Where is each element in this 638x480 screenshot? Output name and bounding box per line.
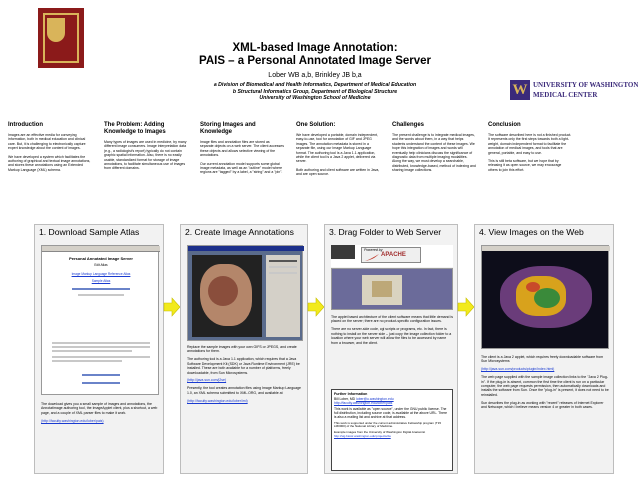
- web-viewer-screenshot: [481, 245, 609, 349]
- column-paragraph: Images are an effective media for conveying information, both in medical education and clinical care. But, it is challenging to electronically capture expert knowledge about the content of images.: [8, 133, 86, 151]
- screenshot-title: Personal Annotated Image Server: [69, 256, 133, 261]
- step-heading: 1. Download Sample Atlas: [39, 227, 140, 237]
- column-heading: Storing Images and Knowledge: [200, 122, 256, 135]
- server-badges: [331, 245, 453, 267]
- authors: Lober WB a,b, Brinkley JB b,a: [268, 72, 362, 79]
- info-heading: Further Information: [334, 392, 368, 396]
- column-conclusion: [488, 122, 572, 176]
- step-2-link-iml[interactable]: (http://faculty.washington.edu/lober/iml): [187, 398, 248, 403]
- sample-atlas-screenshot: [41, 245, 159, 395]
- step-3-text: [331, 315, 453, 348]
- column-challenges: [392, 122, 476, 177]
- column-paragraph: We have developed a portable, domain independent, easy-to-use, tool for annotation of GIF and JPEG images. The annotation metadata is stored in a separate file, using our Image Markup Language format. The authoring tool is a Java 1.1 application, while the client tool is a Java 2 applet, delivered via server.: [296, 133, 379, 164]
- affiliation-1: a Division of Biomedical and Health Informatics, Department of Medical Education: [213, 82, 417, 88]
- column-paragraph: The software described here is not a finished product. It represents only the first steps towards both a light-weight, domain independent format to facilitate the annotation of medical images, and tools that are general, portable, and easy to use.: [488, 133, 572, 155]
- step-2-panel: [180, 224, 308, 474]
- step-3-panel: [324, 224, 458, 474]
- apache-label: APACHE: [381, 252, 406, 258]
- column-paragraph: Image files and annotation files are stored as separate objects on a web server. The client accesses these objects and allows selective viewing of the annotations.: [200, 140, 284, 158]
- step-paragraph: Presently, the tool creates annotation files using Image Markup Language 1.0, an XML schema submitted to XML.ORG, and available at: [187, 386, 301, 395]
- screenshot-subtitle: Edit Atlas: [94, 263, 108, 267]
- step-paragraph: The web page supplied with the sample image collection links to the "Java 2 Plug-in". If the plug-in is absent, common the first time the client is run on a particular computer, the web page requests permission, then automatically downloads and installs the software from Sun. Once the "plug-in" is present, it does not need to be reinstalled.: [481, 375, 609, 397]
- uw-w-icon: W: [510, 80, 530, 100]
- screenshot-link-reference-atlas[interactable]: Image Markup Language Reference Atlas: [71, 272, 131, 276]
- title-line-2: PAIS – a Personal Annotated Image Server: [199, 55, 431, 67]
- info-project-link[interactable]: http://faculty.washington.edu/lober/pais: [334, 400, 393, 405]
- info-funding: This work is supported under the current administrative Fellowship program (T15 LM0000) of the National Library of Medicine.: [334, 420, 442, 429]
- step-1-link[interactable]: (http://faculty.washington.edu/lober/pais): [41, 418, 104, 423]
- poster-title: [150, 42, 480, 68]
- further-information-box: [331, 389, 453, 471]
- column-paragraph: We have developed a system which facilitates the authoring of graphical and textual image annotations, and stores these annotations using an Extended Markup Language (XML) schema.: [8, 154, 91, 172]
- info-images-link[interactable]: http://sig.biostr.washington.edu/projects/da: [334, 433, 391, 438]
- column-paragraph: Both authoring and client software are written in Java, and are open source.: [296, 167, 380, 177]
- column-introduction: [8, 122, 92, 176]
- step-paragraph: The applet based architecture of the client software means that little demand is placed on the server; there are no product-specific configuration issues.: [331, 315, 453, 324]
- column-heading: Challenges: [392, 122, 425, 128]
- column-heading: The Problem: Adding Knowledge to Images: [104, 122, 166, 135]
- arrow-right-icon: [458, 298, 474, 316]
- folder-screenshot: [331, 268, 453, 310]
- logo-line-1: UNIVERSITY OF WASHINGTON: [533, 81, 638, 89]
- info-author: Bill Lober, MD: [334, 396, 356, 401]
- title-line-1: XML-based Image Annotation:: [232, 42, 398, 54]
- column-solution: [296, 122, 380, 181]
- affiliation-2: b Structural Informatics Group, Department of Biological Structure: [232, 88, 398, 95]
- uw-seal-icon: [38, 8, 84, 68]
- step-paragraph: The authoring tool is a Java 1.1 application, which requires that a Java Software Development Kit (SDK) or Java Runtime Environment (JRE) be installed. These are both available for a number of platforms, freely downloadable, from Sun Microsystems.: [187, 357, 300, 375]
- logo-line-2: MEDICAL CENTER: [533, 91, 598, 99]
- column-heading: Introduction: [8, 122, 43, 128]
- column-paragraph: Many types of images are used in medicine, by many different image consumers. Image interpretation data (e.g., a radiologist's report) typically do not contain graphic spatial information. Also, there is no easily usable, standardized format for storage of image annotations, to facilitate simultaneous use of images from different domains.: [104, 140, 187, 171]
- step-2-text: [187, 345, 303, 407]
- column-paragraph: The present challenge is to integrate medical images, and the words about them, in a way that helps students understand the content of these images. We hope this integration of images and words will eventually help clinicians discuss the significance of diagnostic data from multiple imaging modalities. Along the way, we must develop a searchable, distributed, knowledge-based, method of indexing and sharing image collections.: [392, 133, 476, 173]
- column-paragraph: This is still beta software, but we hope that by releasing it as open source, we may encourage others to join this effort.: [488, 159, 562, 172]
- affiliation-3: University of Washington School of Medicine: [259, 95, 371, 101]
- info-email-link[interactable]: lober@u.washington.edu: [356, 396, 394, 401]
- annotation-tool-screenshot: [187, 245, 303, 341]
- step-4-link[interactable]: (http://java.sun.com/products/plugin/index.html): [481, 367, 555, 372]
- step-4-text: [481, 355, 609, 413]
- step-paragraph: The download gives you a small sample of images and annotations, the Annotatimage authoring tool, the ImageApplet client, plus a shortcut, a web page, and a couple of XML parser files to make it work.: [41, 402, 158, 415]
- powered-by-label: Powered by: [364, 248, 383, 252]
- step-4-panel: [474, 224, 614, 474]
- column-problem: [104, 122, 188, 175]
- step-heading: 3. Drag Folder to Web Server: [329, 227, 442, 237]
- column-heading: One Solution:: [296, 122, 336, 128]
- uw-medical-center-logo: [510, 80, 638, 108]
- column-heading: Conclusion: [488, 122, 521, 128]
- info-license: This work is available as "open source", under the GNU public license. The full distribution, including source code, is available at the above URL. There is also a mailing list and archive at that address.: [334, 406, 448, 420]
- affiliations: [150, 82, 480, 102]
- info-images-credit: Example images from the University of Washington Digital Anatomist: [334, 430, 426, 435]
- step-1-panel: [34, 224, 164, 474]
- arrow-right-icon: [164, 298, 180, 316]
- step-1-text: [41, 402, 159, 427]
- arrow-right-icon: [308, 298, 324, 316]
- screenshot-link-sample-atlas[interactable]: Sample Atlas: [91, 279, 111, 283]
- step-2-link-java[interactable]: (http://java.sun.com/j2se): [187, 378, 227, 383]
- column-storing: [200, 122, 284, 179]
- step-paragraph: Sun describes the plug-in as working with "recent" releases of Internet Explorer and Netscape, which I believe means version 4 or greater in both cases.: [481, 400, 604, 410]
- step-heading: 4. View Images on the Web: [479, 227, 584, 237]
- step-paragraph: There are no server-side code, cgi scripts or programs, etc. In fact, there is nothing to install on the server side – just copy the image collection folder to a location where your web server will allow the files to be accessed by name from a browser, and the client.: [331, 327, 452, 345]
- column-paragraph: Our current annotation model supports some global image metadata, as well as an "outline" model where regions are "tagged" by a label, a "string" and a "pin".: [200, 161, 283, 175]
- step-paragraph: Replace the sample images with your own GIFS or JPEGS, and create annotations for them.: [187, 345, 297, 354]
- apache-feather-icon: [365, 254, 379, 262]
- step-heading: 2. Create Image Annotations: [185, 227, 294, 237]
- step-paragraph: The client is a Java 2 applet, which requires freely downloadable software from Sun Microsystems: [481, 355, 604, 364]
